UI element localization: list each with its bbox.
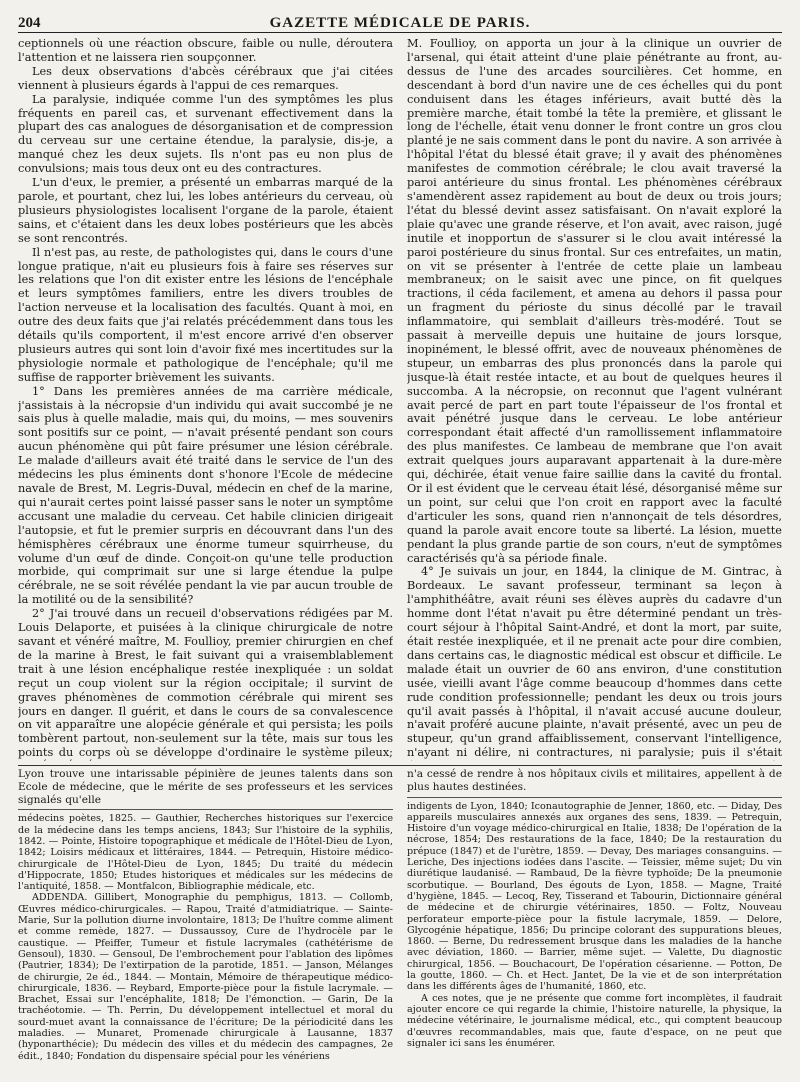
footer-left-column [18,768,393,1062]
journal-title: GAZETTE MÉDICALE DE PARIS. [269,15,531,31]
bibliography-entry: A ces notes, que je ne présente que comme fort incomplètes, il faudrait ajouter encore ce qui regarde la chimie, l'histoire naturelle, la physique, la médecine vétérinaire, le journalisme médical, etc., qui comptent beaucoup d'œuvres recommandables, mais que, faute d'espace, on ne peut que signaler ici sans les énumérer. [407,992,782,1049]
paragraph: ceptionnels où une réaction obscure, faible ou nulle, déroutera l'attention et ne laissera rien soupçonner. [18,37,393,64]
paragraph: 1° Dans les premières années de ma carrière médicale, j'assistais à la nécropsie d'un individu qui avait succombé je ne sais plus à quelle maladie, mais qui, du moins, — mes souvenirs sont positifs sur ce point, — n'avait présenté pendant son cours aucun phénomène qui pût faire présumer une lésion cérébrale. Le malade d'ailleurs avait été traité dans le service de l'un des médecins les plus éminents dont s'honore l'Ecole de médecine navale de Brest, M. Legris-Duval, médecin en chef de la marine, qui n'aurait certes point laissé passer sans le noter un symptôme accusant une maladie du cerveau. Cet habile clinicien dirigeait l'autopsie, et fut le premier surpris en découvrant dans l'un des hémisphères cérébraux une énorme tumeur squirrheuse, du volume d'un œuf de dinde. Conçoit-on qu'une telle production morbide, qui comprimait sur une si large étendue la pulpe cérébrale, ne se soit révélée pendant la vie par aucun trouble de la motilité ou de la sensibilité? [18,384,393,607]
paragraph: M. Foullioy, on apporta un jour à la clinique un ouvrier de l'arsenal, qui était atteint d'une plaie pénétrante au front, au-dessus de l'une des arcades sourcilières. Cet homme, en descendant à bord d'un navire une de ces échelles qui du pont conduisent dans les étages inférieurs, avait butté dès la première marche, était tombé la tête la première, et glissant le long de l'échelle, était venu donner le front contre un gros clou planté je ne sais comment dans le pont du navire. A son arrivée à l'hôpital l'état du blessé était grave; il y avait des phénomènes manifestes de commotion cérébrale; le clou avait traversé la paroi antérieure du sinus frontal. Les phénomènes cérébraux s'amendèrent assez rapidement au bout de deux ou trois jours; l'état du blessé devint assez satisfaisant. On n'avait exploré la plaie qu'avec une grande réserve, et l'on avait, avec raison, jugé inutile et inopportun de s'assurer si le clou avait intéressé la paroi postérieure du sinus frontal. Sur ces entrefaites, un matin, on vit se présenter à l'entrée de cette plaie un lambeau membraneux; on le saisit avec une pince, on fit quelques tractions, il céda facilement, et amena au dehors il passa pour un fragment du périoste du sinus décollé par le travail inflammatoire, qui semblait d'ailleurs très-modéré. Tout se passait à merveille depuis une huitaine de jours lorsque, inopinément, le blessé offrit, avec de nouveaux phénomènes de stupeur, un embarras des plus prononcés dans la parole qui jusque-là était restée intacte, et au bout de quelques heures il succomba. A la nécropsie, on reconnut que l'agent vulnérant avait percé de part en part toute l'épaisseur de l'os frontal et avait pénétré jusque dans le cerveau. Le lobe antérieur correspondant était affecté d'un ramollissement inflammatoire des plus manifestes. Ce lambeau de membrane que l'on avait extrait quelques jours auparavant appartenait à la dure-mère qui, déchirée, était venue faire saillie dans la cavité du frontal. Or il est évident que le cerveau était lésé, désorganisé même sur un point, sur celui que l'on croit en rapport avec la faculté d'articuler les sons, quand rien n'annonçait de tels désordres, quand la parole avait encore toute sa liberté. La lésion, muette pendant la plus grande partie de son cours, n'eut de symptômes caractérisés qu'à sa période finale. [407,37,782,565]
section-divider [18,765,782,766]
bibliography-entry: médecins poètes, 1825. — Gauthier, Recherches historiques sur l'exercice de la médecine dans les temps anciens, 1843; Sur l'histoire de la syphilis, 1842. — Pointe, Histoire topographique et médicale de l'Hôtel-Dieu de Lyon, 1842; Loisirs médicaux et littéraires, 1844. — Petrequin, Histoire médico-chirurgicale de l'Hôtel-Dieu de Lyon, 1845; Du traité du médecin d'Hippocrate, 1850; Etudes historiques et médicales sur les médecins de l'antiquité, 1858. — Montfalcon, Bibliographie médicale, etc. [18,813,393,893]
paragraph: La paralysie, indiquée comme l'un des symptômes les plus fréquents en pareil cas, et survenant effectivement dans la plupart des cas analogues de désorganisation et de compression du cerveau sur une certaine étendue, la paralysie, dis-je, a manqué chez les deux sujets. Ils n'ont pas eu non plus de convulsions; mais tous deux ont eu des contractures. [18,92,393,176]
bibliography-entry: ADDENDA. Gillibert, Monographie du pemphigus, 1813. — Collomb, Œuvres médico-chirurgicales. — Rapou, Traité d'atmidiatrique. — Sainte-Marie, Sur la pollution diurne involontaire, 1813; De l'huître comme aliment et comme remède, 1827. — Dussaussoy, Cure de l'hydrocèle par le caustique. — Pfeiffer, Tumeur et fistule lacrymales (cathétérisme de Gensoul), 1830. — Gensoul, De l'embrochement pour l'ablation des lipômes (Pautrier, 1834); De l'extirpation de la parotide, 1851. — Janson, Mélanges de chirurgie, 2e éd., 1844. — Montain, Mémoire de thérapeutique médico-chirurgicale, 1836. — Reybard, Emporte-pièce pour la fistule lacrymale. — Brachet, Essai sur l'encéphalite, 1818; De l'émonction. — Garin, De la trachéotomie. — Th. Perrin, Du développement intellectuel et moral du sourd-muet avant la connaissance de l'écriture; De la périodicité dans les maladies. — Munaret, Promenade chirurgicale à Lausanne, 1837 (hyponarthécie); Du médecin des villes et du médecin des campagnes, 2e édit., 1840; Fondation du dispensaire spécial pour les vénériens [18,892,393,1062]
footnote-divider [18,809,393,810]
footer-paragraph: Lyon trouve une intarissable pépinière de jeunes talents dans son Ecole de médecine, que le mérite de ses professeurs et les services signalés qu'elle [18,768,393,806]
paragraph: Il n'est pas, au reste, de pathologistes qui, dans le cours d'une longue pratique, n'ait eu plusieurs fois à faire ses réserves sur les relations que l'on dit exister entre les lésions de l'encéphale et leurs symptômes familiers, entre les divers troubles de l'action nerveuse et la localisation des facultés. Quant à moi, en outre des deux faits que j'ai relatés précédemment dans tous les détails qu'ils comportent, il m'est encore arrivé d'en observer plusieurs autres qui sont loin d'avoir fixé mes incertitudes sur la physiologie normale et pathologique de l'encéphale; qu'il me suffise de rapporter brièvement les suivants. [18,245,393,384]
paragraph: 4° Je suivais un jour, en 1844, la clinique de M. Gintrac, à Bordeaux. Le savant professeur, terminant sa leçon à l'amphithéâtre, avait réuni ses élèves auprès du cadavre d'un homme dont l'état n'avait pu être déterminé pendant un très-court séjour à l'hôpital Saint-André, et dont la mort, par suite, était restée inexpliquée, et il ne prenait acte pour dire combien, dans certains cas, le diagnostic médical est obscur et difficile. Le malade était un ouvrier de 60 ans environ, d'une constitution usée, vieilli avant l'âge comme beaucoup d'hommes dans cette rude condition professionnelle; pendant les deux ou trois jours qu'il avait passés à l'hôpital, il n'avait accusé aucune douleur, n'avait proféré aucune plainte, n'avait présenté, avec un peu de stupeur, qu'un grand affaiblissement, conservant l'intelligence, n'ayant ni délire, ni contractures, ni paralysie; puis il s'était [407,565,782,760]
paragraph: 2° J'ai trouvé dans un recueil d'observations rédigées par M. Louis Delaporte, et puisées à la clinique chirurgicale de notre savant et vénéré maître, M. Foullioy, premier chirurgien en chef de la marine à Brest, le fait suivant qui a vraisemblablement trait à une lésion encéphalique restée inexpliquée : un soldat reçut un coup violent sur la région occipitale; il survint de graves phénomènes de commotion cérébrale qui mirent ses jours en danger. Il guérit, et dans le cours de sa convalescence on vit apparaître une alopécie générale et qui persista; les poils tombèrent partout, non-seulement sur la tête, mais sur tous les points du corps où se développe d'ordinaire le système pileux; [18,607,393,760]
right-column [407,37,782,761]
bibliography-entry: indigents de Lyon, 1840; Iconautographie de Jenner, 1860, etc. — Diday, Des appareils musculaires annexés aux organes des sens, 1839. — Petrequin, Histoire d'un voyage médico-chirurgical en Italie, 1838; De l'opération de la nécrose, 1854; Des restaurations de la face, 1840; De la restauration du prépuce (1847) et de l'urètre, 1859. — Devay, Des mariages consanguins. — Leriche, Des injections iodées dans l'ascite. — Teissier, même sujet; Du vin diurétique laudanisé. — Rambaud, De la fièvre typhoïde; De la pneumonie scorbutique. — Bourland, Des égouts de Lyon, 1858. — Magne, Traité d'hygiène, 1845. — Lecoq, Rey, Tisserand et Tabourin, Dictionnaire général de médecine et de chirurgie vétérinaires, 1850. — Foltz, Nouveau perforateur emporte-pièce pour la fistule lacrymale, 1859. — Delore, Glycogénie hépatique, 1856; Du principe colorant des suppurations bleues, 1860. — Berne, Du redressement brusque dans les maladies de la hanche avec déviation, 1860. — Barrier, même sujet. — Valette, Du diagnostic chirurgical, 1856. — Bouchacourt, De l'opération césarienne. — Potton, De la goutte, 1860. — Ch. et Hect. Jantet, De la vie et de son interprétation dans les différents âges de l'humanité, 1860, etc. [407,800,782,993]
main-body [18,37,782,761]
footer-right-column [407,768,782,1062]
left-column [18,37,393,761]
page-header [18,10,782,33]
footer-section [18,768,782,1062]
paragraph: Les deux observations d'abcès cérébraux que j'ai citées viennent à plusieurs égards à l'appui de ces remarques. [18,64,393,92]
page-number: 204 [18,15,41,31]
footnote-divider [407,797,782,798]
footer-paragraph: n'a cessé de rendre à nos hôpitaux civils et militaires, appellent à de plus hautes destinées. [407,768,782,793]
paragraph: L'un d'eux, le premier, a présenté un embarras marqué de la parole, et pourtant, chez lui, les lobes antérieurs du cerveau, où plusieurs physiologistes localisent l'organe de la parole, étaient sains, et c'étaient dans les deux lobes postérieurs que les abcès se sont rencontrés. [18,176,393,245]
